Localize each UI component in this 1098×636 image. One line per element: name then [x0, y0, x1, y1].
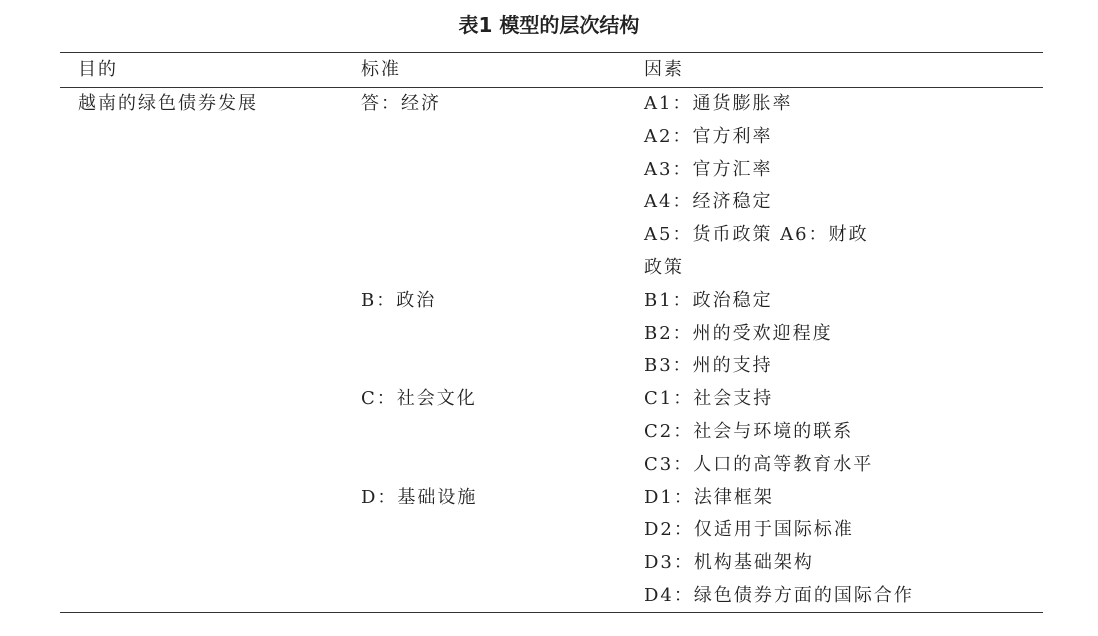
- header-criterion: 标准: [361, 59, 401, 80]
- factor-item: A3：官方汇率: [644, 158, 773, 180]
- factor-item: C1：社会支持: [644, 388, 774, 410]
- table-bottom-rule: [60, 612, 1043, 613]
- header-factor: 因素: [644, 59, 684, 80]
- header-goal: 目的: [78, 59, 118, 80]
- criterion-politics: B：政治: [361, 289, 437, 311]
- factor-item: D1：法律框架: [644, 486, 774, 508]
- factor-item: A5：货币政策 A6：财政: [644, 224, 869, 246]
- factor-item: A4：经济稳定: [644, 191, 773, 213]
- factor-item: D3：机构基础架构: [644, 552, 814, 574]
- factor-item: C2：社会与环境的联系: [644, 420, 854, 442]
- table-top-rule: [60, 52, 1043, 53]
- factor-item: A2：官方利率: [644, 125, 773, 147]
- factor-item: B1：政治稳定: [644, 289, 773, 311]
- factor-item: D2：仅适用于国际标准: [644, 519, 854, 541]
- factor-item: B2：州的受欢迎程度: [644, 322, 833, 344]
- factor-item: C3：人口的高等教育水平: [644, 453, 874, 475]
- factor-item: A1：通货膨胀率: [644, 93, 793, 114]
- factor-item: D4：绿色债券方面的国际合作: [644, 584, 914, 606]
- criterion-infrastructure: D：基础设施: [361, 486, 478, 508]
- criterion-socioculture: C：社会文化: [361, 388, 477, 410]
- table-title: 表1 模型的层次结构: [458, 13, 640, 37]
- factor-item: B3：州的支持: [644, 355, 773, 377]
- criterion-economy: 答：经济: [361, 93, 441, 114]
- factor-item: 政策: [644, 256, 684, 278]
- factor-list: [644, 88, 914, 613]
- goal-cell: 越南的绿色债券发展: [78, 93, 258, 114]
